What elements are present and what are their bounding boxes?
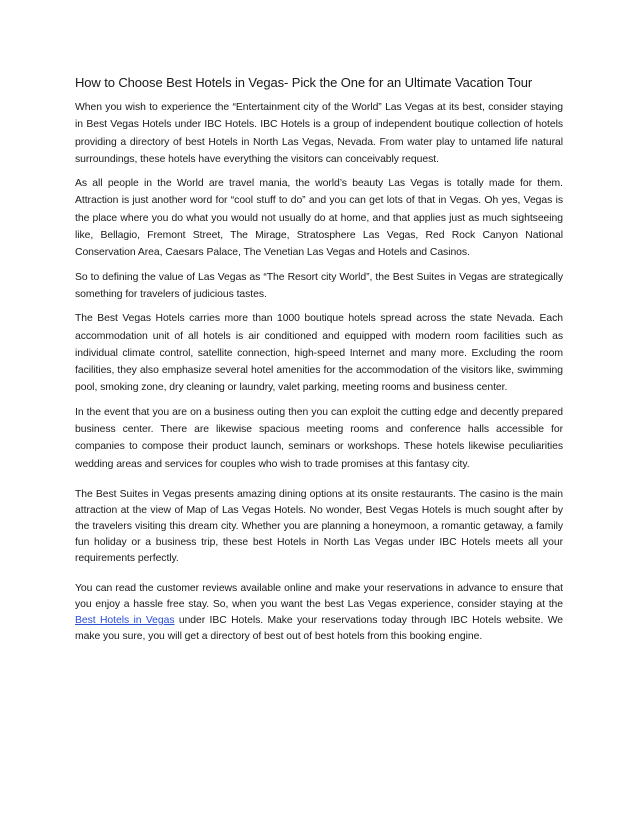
paragraph-3: So to defining the value of Las Vegas as “The Resort city World”, the Best Suites in Vegas are strategically something for travelers of judicious tastes. (75, 271, 563, 300)
paragraph-7-text-before-link: You can read the customer reviews available online and make your reservations in advance to ensure that you enjoy a hassle free stay. So, when you want the best Las Vegas experience, consider staying at the (75, 582, 563, 610)
paragraph-5: In the event that you are on a business outing then you can exploit the cutting edge and decently prepared business center. There are likewise spacious meeting rooms and conference halls accessible for companies to compose their product launch, seminars or workshops. These hotels likewise peculiarities wedding areas and services for couples who wish to trade promises at this fantasy city. (75, 406, 563, 470)
paragraph-1: When you wish to experience the “Entertainment city of the World” Las Vegas at its best, consider staying in Best Vegas Hotels under IBC Hotels. IBC Hotels is a group of independent boutique collection of hotels providing a directory of best Hotels in North Las Vegas, Nevada. From water play to untamed life natural surroundings, these hotels have everything the visitors can conceivably request. (75, 102, 563, 165)
paragraph-6: The Best Suites in Vegas presents amazing dining options at its onsite restaurants. The casino is the main attraction at the view of Map of Las Vegas Hotels. No wonder, Best Vegas Hotels is much sought after by the travelers visiting this dream city. Whether you are planning a honeymoon, a romantic getaway, a family fun holiday or a business trip, these best Hotels in North Las Vegas under IBC Hotels meets all your requirements perfectly. (75, 488, 563, 564)
paragraph-2: As all people in the World are travel mania, the world’s beauty Las Vegas is totally made for them. Attraction is just another word for “cool stuff to do” and you can get lots of that in Vegas. Oh yes, Vegas is the place where you do what you would not usually do at home, and that applies just as much sightseeing like, Bellagio, Fremont Street, The Mirage, Stratosphere Las Vegas, Red Rock Canyon National Conservation Area, Caesars Palace, The Venetian Las Vegas and Hotels and Casinos. (75, 178, 563, 259)
paragraph-4: The Best Vegas Hotels carries more than 1000 boutique hotels spread across the state Nevada. Each accommodation unit of all hotels is air conditioned and equipped with modern room facilities such as individual climate control, satellite connection, high-speed Internet and many more. Excluding the room facilities, they also emphasize several hotel amenities for the accommodation of the visitors like, swimming pool, smoking zone, dry cleaning or laundry, valet parking, meeting rooms and business center. (75, 313, 563, 394)
best-hotels-in-vegas-link[interactable]: Best Hotels in Vegas (75, 614, 175, 626)
document-title: How to Choose Best Hotels in Vegas- Pick the One for an Ultimate Vacation Tour (75, 75, 533, 90)
paragraph-7-text-after-link: under IBC Hotels. Make your reservations today through IBC Hotels website. We make you sure, you will get a directory of best out of best hotels from this booking engine. (75, 614, 563, 642)
paragraph-7 (75, 581, 563, 645)
